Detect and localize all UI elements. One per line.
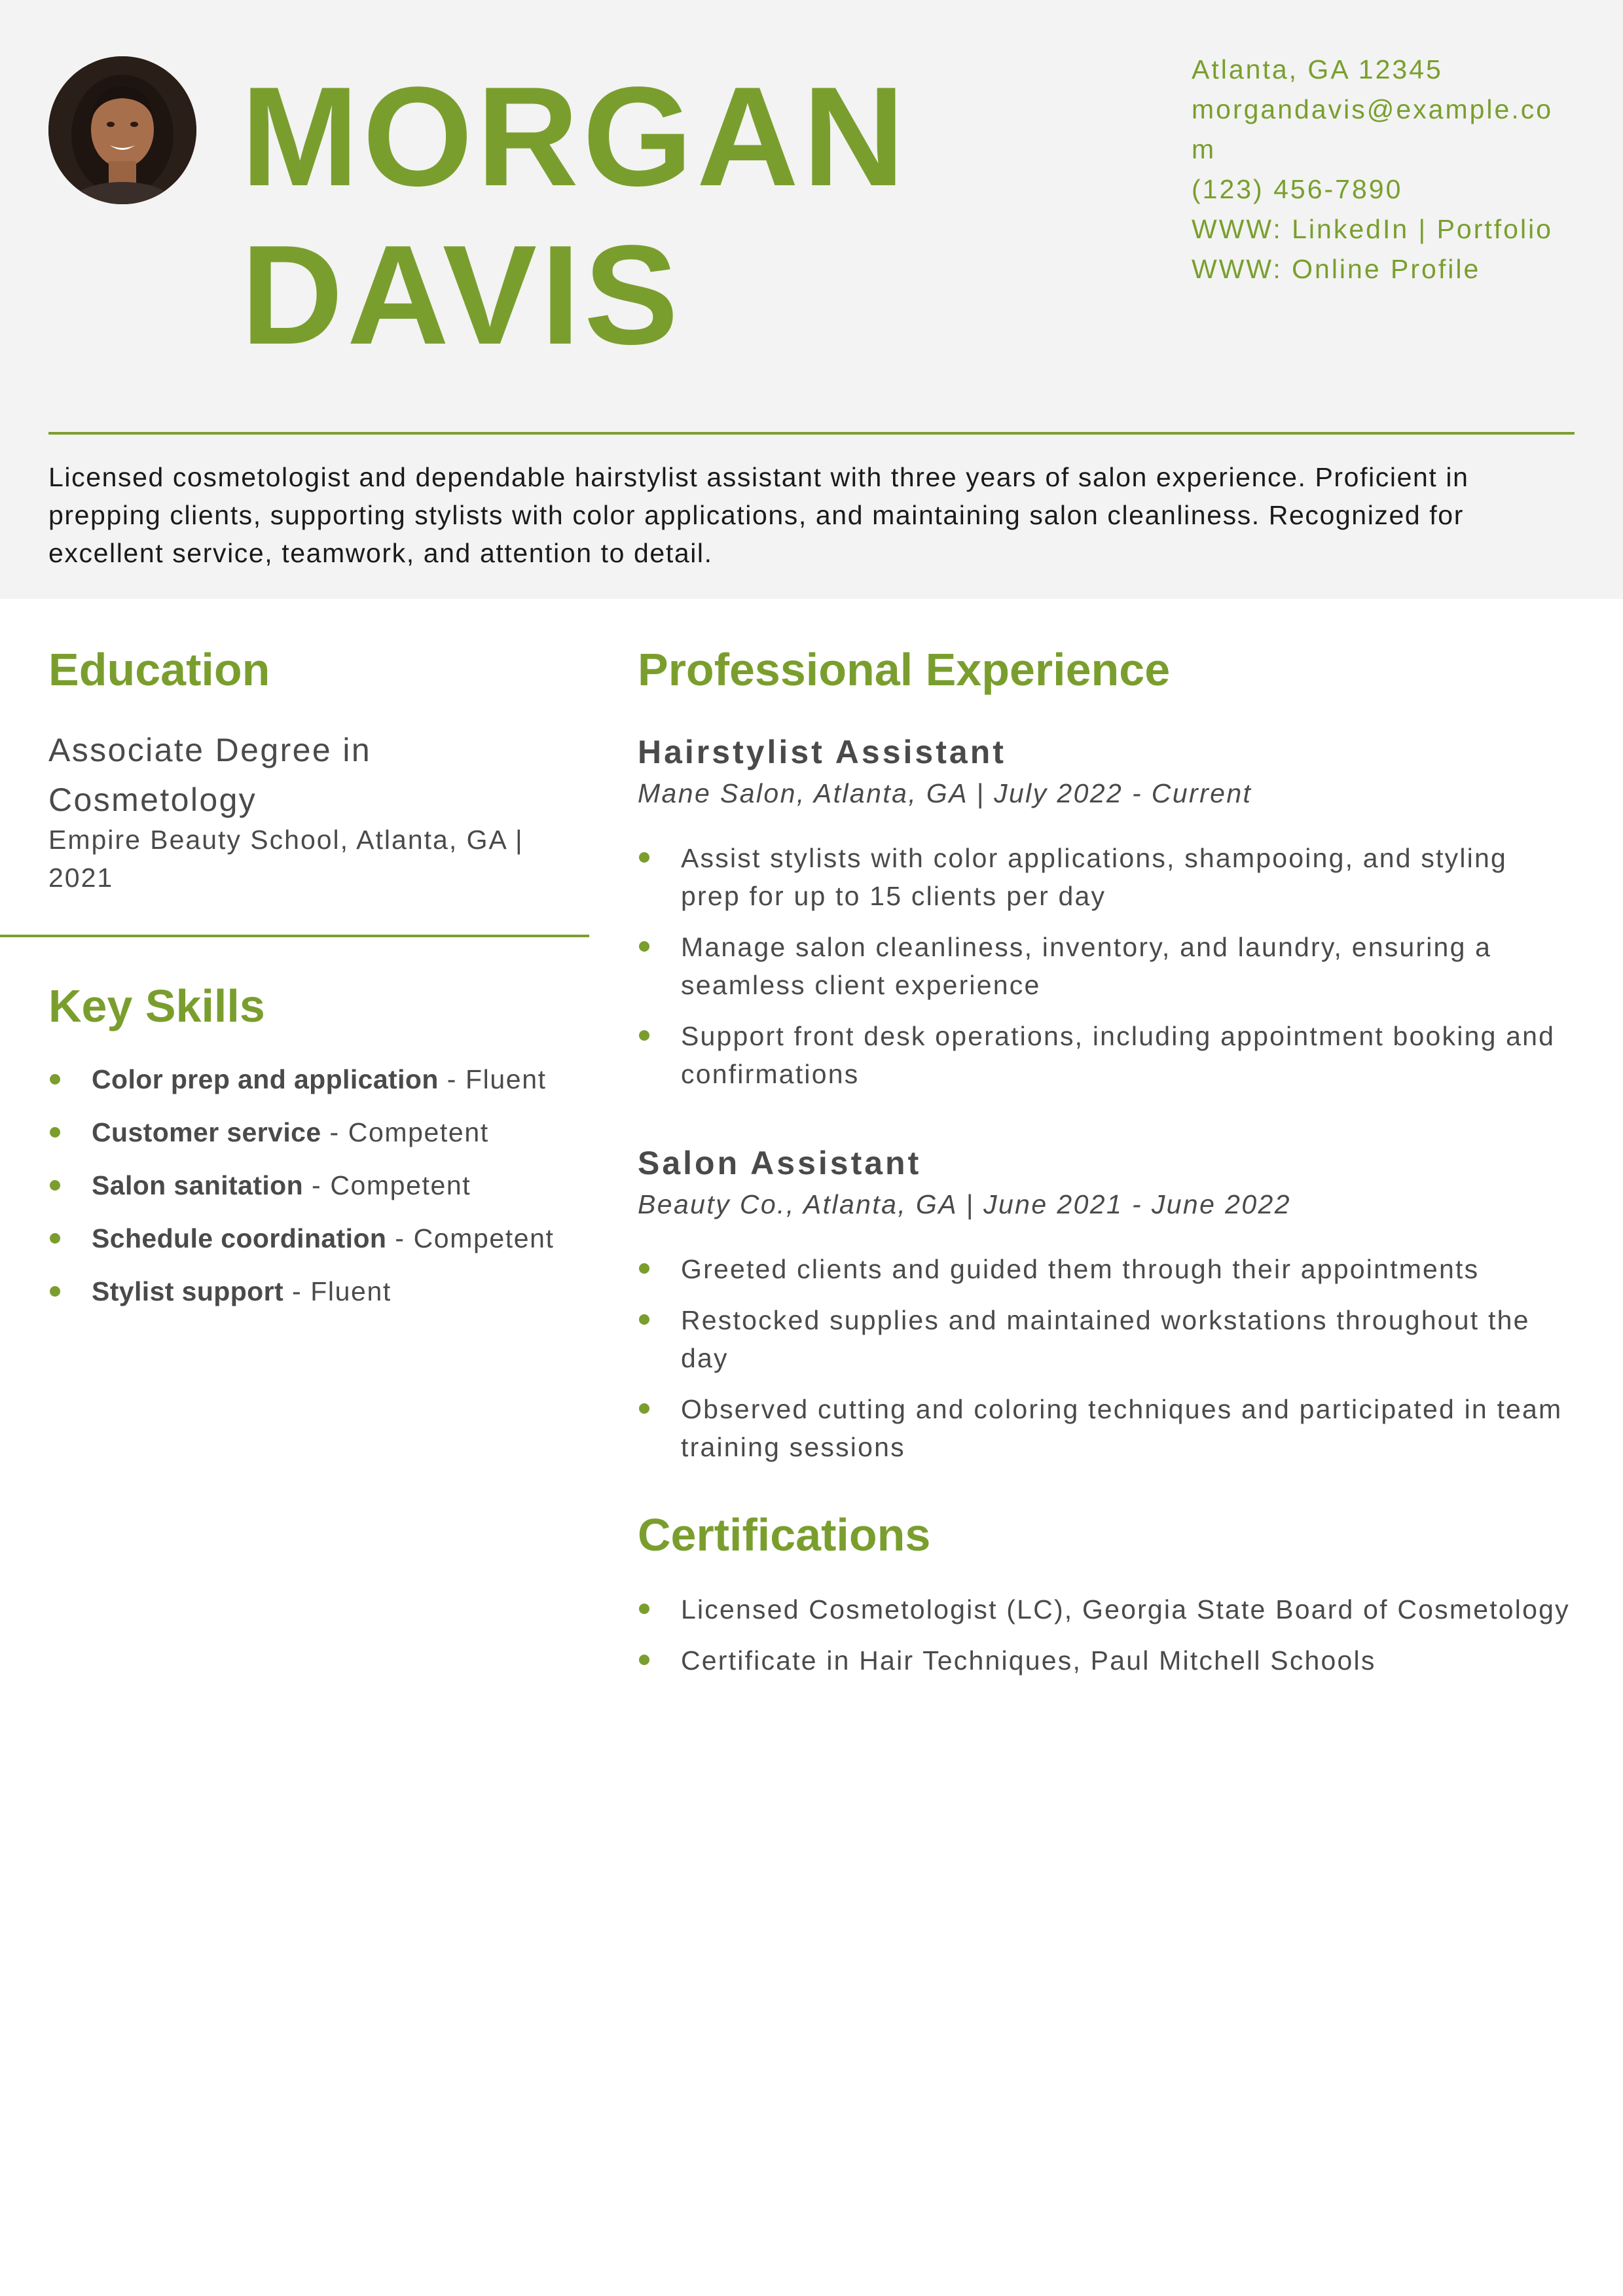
profile-photo <box>48 56 196 204</box>
list-item <box>638 839 1574 915</box>
list-item <box>638 1301 1574 1377</box>
job-company: Mane Salon <box>638 778 797 808</box>
list-item <box>638 1590 1574 1628</box>
contact-email[interactable]: morgandavis@example.com <box>1192 94 1554 164</box>
education-degree: Associate Degree in Cosmetology <box>48 732 372 818</box>
bullet-icon <box>639 1263 649 1274</box>
skill-name: Salon sanitation <box>92 1170 304 1200</box>
job-meta <box>638 1191 1291 1218</box>
skill-name: Stylist support <box>92 1276 284 1306</box>
education-heading: Education <box>48 644 270 695</box>
job-meta <box>638 780 1252 807</box>
bullet-text: Restocked supplies and maintained workstations throughout the day <box>681 1305 1530 1373</box>
bullet-icon <box>50 1286 60 1297</box>
contact-phone[interactable]: (123) 456-7890 <box>1192 174 1403 204</box>
bullet-icon <box>50 1074 60 1085</box>
bullet-icon <box>639 1403 649 1414</box>
contact-info <box>1192 50 1558 289</box>
list-item: Color prep and application - Fluent <box>48 1060 598 1098</box>
bullet-text: Manage salon cleanliness, inventory, and laundry, ensuring a seamless client experience <box>681 932 1492 1000</box>
bullet-text: Support front desk operations, including appointment booking and confirmations <box>681 1021 1556 1089</box>
bullet-icon <box>50 1233 60 1244</box>
education-school: Empire Beauty School, Atlanta, GA | 2021 <box>48 825 524 893</box>
job-company: Beauty Co. <box>638 1189 786 1219</box>
certifications-list <box>638 1590 1574 1693</box>
bullet-icon <box>639 1314 649 1325</box>
bullet-text: Licensed Cosmetologist (LC), Georgia State Board of Cosmetology <box>681 1594 1570 1624</box>
name-first: MORGAN <box>241 57 909 215</box>
skills-heading: Key Skills <box>48 980 265 1031</box>
bullet-icon <box>639 941 649 952</box>
professional-summary: Licensed cosmetologist and dependable hairstylist assistant with three years of salon experience. Proficient in prepping clients, supporting stylists with color applications, and maintaining salon cleanliness. Recognized for excellent service, teamwork, and attention to detail. <box>48 462 1469 568</box>
contact-profile[interactable]: WWW: Online Profile <box>1192 254 1481 284</box>
education-divider <box>0 935 589 937</box>
name-last: DAVIS <box>241 215 683 374</box>
list-item <box>638 1250 1574 1288</box>
bullet-icon <box>50 1180 60 1191</box>
bullet-icon <box>639 1604 649 1614</box>
skill-name: Customer service <box>92 1117 321 1147</box>
skill-level: Competent <box>330 1170 471 1200</box>
bullet-icon <box>639 1030 649 1041</box>
list-item: Schedule coordination - Competent <box>48 1219 598 1257</box>
bullet-text: Greeted clients and guided them through their appointments <box>681 1254 1480 1284</box>
contact-location: Atlanta, GA 12345 <box>1192 54 1443 84</box>
job-title: Hairstylist Assistant <box>638 734 1006 770</box>
list-item <box>638 1017 1574 1093</box>
skill-name: Schedule coordination <box>92 1223 387 1253</box>
job-location-dates: , Atlanta, GA | June 2021 - June 2022 <box>786 1189 1291 1219</box>
skills-list <box>48 1060 598 1325</box>
skill-level: Competent <box>348 1117 489 1147</box>
header-divider <box>48 432 1575 435</box>
job-location-dates: , Atlanta, GA | July 2022 - Current <box>796 778 1252 808</box>
bullet-text: Observed cutting and coloring techniques and participated in team training sessions <box>681 1394 1563 1462</box>
bullet-icon <box>639 1655 649 1665</box>
avatar-portrait-icon <box>48 56 196 204</box>
experience-heading: Professional Experience <box>638 644 1171 695</box>
bullet-text: Assist stylists with color applications, shampooing, and styling prep for up to 15 clients per day <box>681 843 1507 911</box>
bullet-icon <box>639 852 649 863</box>
list-item <box>638 928 1574 1004</box>
bullet-icon <box>50 1127 60 1138</box>
list-item <box>638 1641 1574 1679</box>
list-item: Salon sanitation - Competent <box>48 1166 598 1204</box>
job-title: Salon Assistant <box>638 1145 922 1181</box>
list-item: Customer service - Competent <box>48 1113 598 1151</box>
job-bullets <box>638 1250 1574 1479</box>
skill-level: Fluent <box>465 1064 547 1094</box>
skill-level: Fluent <box>310 1276 392 1306</box>
list-item: Stylist support - Fluent <box>48 1272 598 1310</box>
bullet-text: Certificate in Hair Techniques, Paul Mitchell Schools <box>681 1645 1376 1676</box>
skill-name: Color prep and application <box>92 1064 439 1094</box>
certifications-heading: Certifications <box>638 1509 931 1560</box>
skill-level: Competent <box>413 1223 555 1253</box>
list-item <box>638 1390 1574 1466</box>
job-bullets <box>638 839 1574 1106</box>
contact-links[interactable]: WWW: LinkedIn | Portfolio <box>1192 214 1553 244</box>
